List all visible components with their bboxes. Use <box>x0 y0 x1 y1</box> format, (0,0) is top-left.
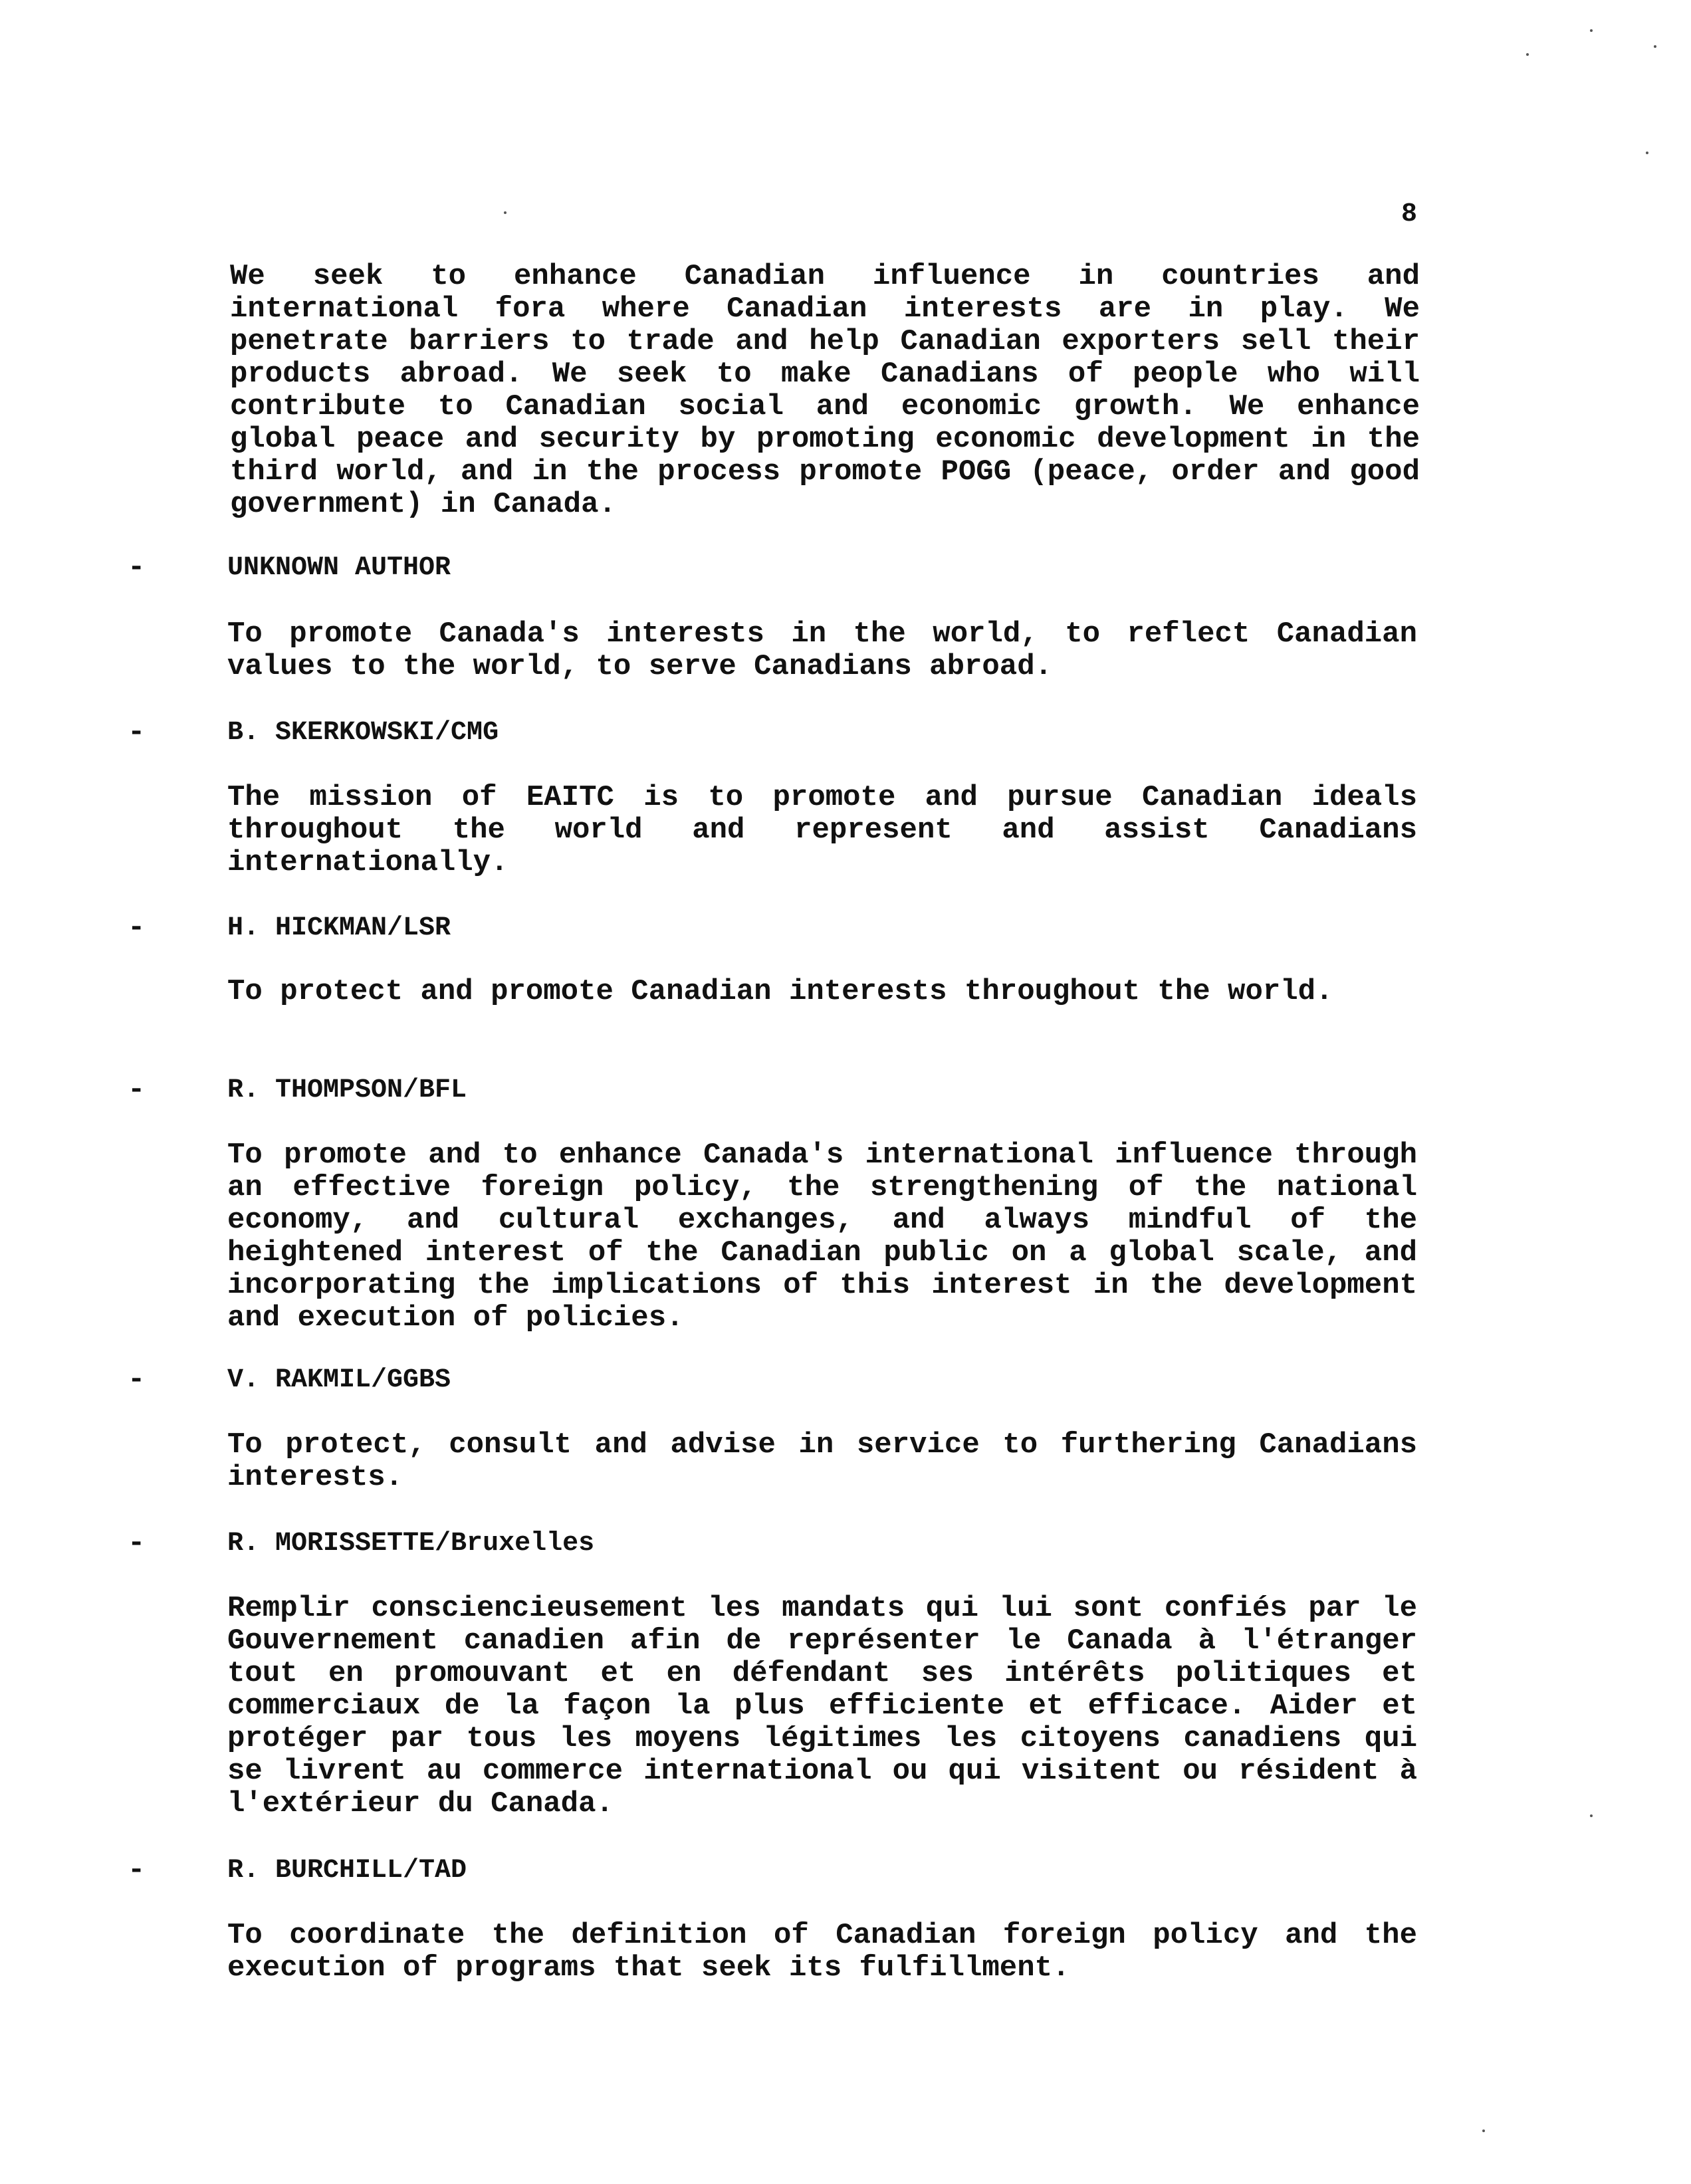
entry-statement: Remplir consciencieusement les mandats qui lui sont confiés par le Gouvernement canadien afin de représenter le Canada à l'étranger tout en promouvant et en défendant ses intérêts politiques et commerciaux de la façon la plus efficiente et efficace. Aider et protéger par tous les moyens légitimes les citoyens canadiens qui se livrent au commerce international ou qui visitent ou résident à l'extérieur du Canada. <box>227 1592 1417 1820</box>
entry-statement: To promote and to enhance Canada's international influence through an effective foreign policy, the strengthening of the national economy, and cultural exchanges, and always mindful of the heightened interest of the Canadian public on a global scale, and incorporating the implications of this interest in the development and execution of policies. <box>227 1139 1417 1335</box>
intro-paragraph: We seek to enhance Canadian influence in countries and international fora where Canadian interests are in play. We penetrate barriers to trade and help Canadian exporters sell their products abroad. We seek to make Canadians of people who will contribute to Canadian social and economic growth. We enhance global peace and security by promoting economic development in the third world, and in the process promote POGG (peace, order and good government) in Canada. <box>230 260 1420 521</box>
bullet-dash: - <box>128 911 146 944</box>
entry-statement: The mission of EAITC is to promote and pursue Canadian ideals throughout the world and represent and assist Canadians internationally. <box>227 781 1417 879</box>
entry-author: V. RAKMIL/GGBS <box>227 1365 451 1395</box>
bullet-dash: - <box>128 716 146 749</box>
bullet-dash: - <box>128 1854 146 1887</box>
bullet-dash: - <box>128 1527 146 1560</box>
scan-speck <box>504 211 507 214</box>
scan-speck <box>1590 29 1593 32</box>
bullet-dash: - <box>128 1073 146 1107</box>
scan-speck <box>1646 152 1648 154</box>
entry-author: B. SKERKOWSKI/CMG <box>227 718 499 748</box>
entry-author: R. THOMPSON/BFL <box>227 1075 467 1105</box>
entry-statement: To promote Canada's interests in the world, to reflect Canadian values to the world, to serve Canadians abroad. <box>227 617 1417 683</box>
entry-statement: To protect, consult and advise in service to furthering Canadians interests. <box>227 1428 1417 1494</box>
bullet-dash: - <box>128 1363 146 1396</box>
page-number: 8 <box>1401 199 1418 229</box>
scan-speck <box>1590 1814 1593 1817</box>
scan-speck <box>1526 53 1529 56</box>
entry-statement: To protect and promote Canadian interests throughout the world. <box>227 975 1333 1008</box>
entry-statement: To coordinate the definition of Canadian foreign policy and the execution of programs that seek its fulfillment. <box>227 1919 1417 1985</box>
entry-author: UNKNOWN AUTHOR <box>227 553 451 583</box>
scan-speck <box>1482 2129 1485 2132</box>
scan-speck <box>1654 45 1656 48</box>
entry-author: R. MORISSETTE/Bruxelles <box>227 1529 595 1559</box>
bullet-dash: - <box>128 551 146 584</box>
entry-author: H. HICKMAN/LSR <box>227 913 451 943</box>
entry-author: R. BURCHILL/TAD <box>227 1856 467 1886</box>
